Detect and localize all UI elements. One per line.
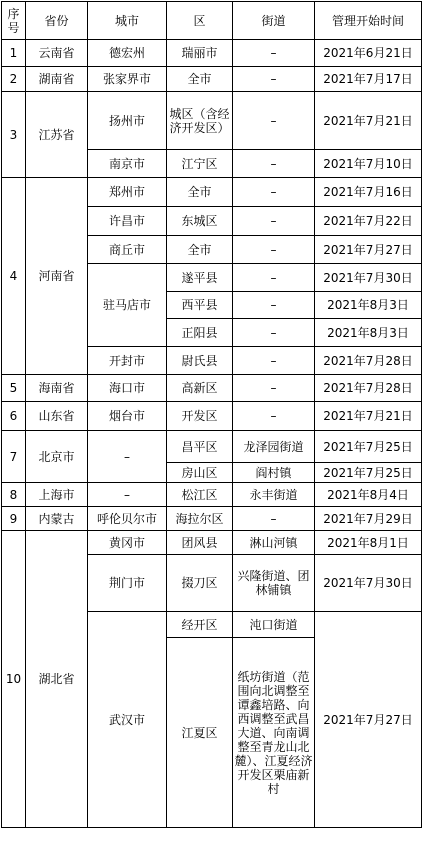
start-time-cell: 2021年7月16日	[315, 178, 422, 207]
street-cell: –	[233, 236, 315, 264]
street-cell: –	[233, 92, 315, 150]
start-time-cell: 2021年7月17日	[315, 67, 422, 92]
start-time-cell: 2021年8月3日	[315, 319, 422, 347]
start-time-cell: 2021年7月30日	[315, 555, 422, 612]
street-cell: 阎村镇	[233, 463, 315, 483]
start-time-cell: 2021年6月21日	[315, 40, 422, 67]
header-start-time: 管理开始时间	[315, 2, 422, 40]
start-time-cell: 2021年7月29日	[315, 507, 422, 531]
street-cell: –	[233, 375, 315, 402]
city-cell: 商丘市	[88, 236, 167, 264]
city-cell: –	[88, 483, 167, 507]
city-cell: –	[88, 431, 167, 483]
street-cell: 兴隆街道、团林铺镇	[233, 555, 315, 612]
district-cell: 海拉尔区	[167, 507, 233, 531]
city-cell: 扬州市	[88, 92, 167, 150]
street-cell: –	[233, 207, 315, 236]
table-row	[2, 375, 422, 402]
street-cell: –	[233, 264, 315, 292]
street-cell: –	[233, 40, 315, 67]
province-cell: 湖南省	[26, 67, 88, 92]
district-cell: 正阳县	[167, 319, 233, 347]
street-cell: –	[233, 402, 315, 431]
city-cell: 呼伦贝尔市	[88, 507, 167, 531]
district-cell: 房山区	[167, 463, 233, 483]
province-cell: 湖北省	[26, 531, 88, 828]
street-cell: 淋山河镇	[233, 531, 315, 555]
street-cell: –	[233, 319, 315, 347]
province-cell: 内蒙古	[26, 507, 88, 531]
header-district: 区	[167, 2, 233, 40]
street-cell: 龙泽园街道	[233, 431, 315, 463]
start-time-cell: 2021年7月22日	[315, 207, 422, 236]
street-cell: –	[233, 150, 315, 178]
table-row	[2, 431, 422, 463]
city-cell: 许昌市	[88, 207, 167, 236]
start-time-cell: 2021年7月27日	[315, 236, 422, 264]
start-time-cell: 2021年7月30日	[315, 264, 422, 292]
index-cell: 10	[2, 531, 26, 828]
province-cell: 河南省	[26, 178, 88, 375]
street-cell: –	[233, 67, 315, 92]
index-cell: 3	[2, 92, 26, 178]
table-row	[2, 507, 422, 531]
district-cell: 全市	[167, 236, 233, 264]
district-cell: 东城区	[167, 207, 233, 236]
district-cell: 高新区	[167, 375, 233, 402]
province-cell: 北京市	[26, 431, 88, 483]
district-cell: 尉氏县	[167, 347, 233, 375]
city-cell: 张家界市	[88, 67, 167, 92]
city-cell: 荆门市	[88, 555, 167, 612]
start-time-cell: 2021年7月27日	[315, 612, 422, 828]
city-cell: 德宏州	[88, 40, 167, 67]
street-cell: 纸坊街道（范围向北调整至谭鑫培路、向西调整至武昌大道、向南调整至青龙山北麓）、江夏经济开发区栗庙新村	[233, 638, 315, 828]
district-cell: 团风县	[167, 531, 233, 555]
province-cell: 山东省	[26, 402, 88, 431]
street-cell: –	[233, 507, 315, 531]
city-cell: 黄冈市	[88, 531, 167, 555]
index-cell: 6	[2, 402, 26, 431]
province-cell: 海南省	[26, 375, 88, 402]
district-cell: 掇刀区	[167, 555, 233, 612]
district-cell: 江宁区	[167, 150, 233, 178]
district-cell: 遂平县	[167, 264, 233, 292]
district-cell: 开发区	[167, 402, 233, 431]
street-cell: 沌口街道	[233, 612, 315, 638]
city-cell: 开封市	[88, 347, 167, 375]
province-cell: 上海市	[26, 483, 88, 507]
city-cell: 郑州市	[88, 178, 167, 207]
street-cell: –	[233, 178, 315, 207]
district-cell: 江夏区	[167, 638, 233, 828]
index-cell: 1	[2, 40, 26, 67]
start-time-cell: 2021年8月1日	[315, 531, 422, 555]
city-cell: 南京市	[88, 150, 167, 178]
city-cell: 驻马店市	[88, 264, 167, 347]
district-cell: 经开区	[167, 612, 233, 638]
province-cell: 云南省	[26, 40, 88, 67]
header-province: 省份	[26, 2, 88, 40]
table-row	[2, 531, 422, 555]
start-time-cell: 2021年7月25日	[315, 463, 422, 483]
start-time-cell: 2021年7月21日	[315, 92, 422, 150]
table-row	[2, 178, 422, 207]
district-cell: 全市	[167, 67, 233, 92]
index-cell: 9	[2, 507, 26, 531]
district-cell: 瑞丽市	[167, 40, 233, 67]
city-cell: 海口市	[88, 375, 167, 402]
index-cell: 8	[2, 483, 26, 507]
district-cell: 全市	[167, 178, 233, 207]
table-row	[2, 92, 422, 150]
table-row	[2, 483, 422, 507]
start-time-cell: 2021年8月3日	[315, 292, 422, 319]
district-cell: 松江区	[167, 483, 233, 507]
start-time-cell: 2021年7月25日	[315, 431, 422, 463]
table-row	[2, 402, 422, 431]
district-cell: 昌平区	[167, 431, 233, 463]
index-cell: 5	[2, 375, 26, 402]
city-cell: 武汉市	[88, 612, 167, 828]
table-row	[2, 40, 422, 67]
start-time-cell: 2021年7月28日	[315, 375, 422, 402]
start-time-cell: 2021年7月21日	[315, 402, 422, 431]
header-row	[2, 2, 422, 40]
street-cell: 永丰街道	[233, 483, 315, 507]
header-index: 序号	[2, 2, 26, 40]
index-cell: 4	[2, 178, 26, 375]
start-time-cell: 2021年8月4日	[315, 483, 422, 507]
start-time-cell: 2021年7月28日	[315, 347, 422, 375]
management-table	[1, 1, 422, 828]
index-cell: 2	[2, 67, 26, 92]
start-time-cell: 2021年7月10日	[315, 150, 422, 178]
city-cell: 烟台市	[88, 402, 167, 431]
district-cell: 西平县	[167, 292, 233, 319]
header-city: 城市	[88, 2, 167, 40]
province-cell: 江苏省	[26, 92, 88, 178]
index-cell: 7	[2, 431, 26, 483]
district-cell: 城区（含经济开发区）	[167, 92, 233, 150]
street-cell: –	[233, 347, 315, 375]
header-street: 街道	[233, 2, 315, 40]
table-row	[2, 67, 422, 92]
street-cell: –	[233, 292, 315, 319]
